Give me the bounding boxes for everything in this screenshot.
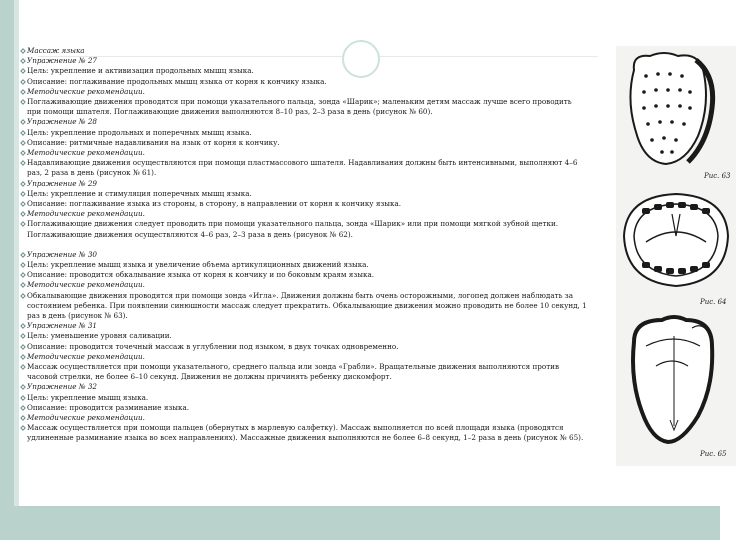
figure-caption: Рис. 63 xyxy=(704,172,731,180)
exercise-goal: Цель: уменьшение уровня саливации. xyxy=(27,331,587,341)
exercise-goal: Цель: укрепление мышц языка. xyxy=(27,393,587,403)
exercise-goal: Цель: укрепление мышц языка и увеличение объема артикуляционных движений языка. xyxy=(27,260,587,270)
figure-caption: Рис. 65 xyxy=(700,450,727,458)
figures-panel xyxy=(616,46,736,466)
exercise-title: Упражнение № 30 xyxy=(27,250,587,260)
bullet-icon xyxy=(20,89,26,95)
bullet-icon xyxy=(20,150,26,156)
exercise-goal: Цель: укрепление продольных и поперечных мышц языка. xyxy=(27,128,587,138)
method-text: Обкалывающие движения проводятся при помощи зонда «Игла». Движения должны быть очень осторожными, логопед должен наблюдать за состоянием ребенка. При появлении синюшности массаж следует прекратить. Обкалывающие движения можно проводить не более 10 секунд, 1 раз в день (рисунок № 63). xyxy=(27,291,587,322)
heading-massage: Массаж языка xyxy=(27,46,587,56)
bullet-icon xyxy=(20,395,26,401)
bullet-icon xyxy=(20,99,26,105)
method-heading: Методические рекомендации. xyxy=(27,148,587,158)
method-text: Поглаживающие движения проводятся при помощи указательного пальца, зонда «Шарик»; маленьким детям массаж лучше всего проводить при помощи шпателя. Поглаживающие движения выполняются 8–10 раз, 2–3 раза в день (рисунок № 60). xyxy=(27,97,587,117)
exercise-title: Упражнение № 28 xyxy=(27,117,587,127)
slide-content xyxy=(19,0,731,506)
bullet-icon xyxy=(20,181,26,187)
exercise-description: Описание: проводится обкалывание языка от корня к кончику и по боковым краям языка. xyxy=(27,270,587,280)
bullet-icon xyxy=(20,262,26,268)
exercise-description: Описание: поглаживание продольных мышц языка от корня к кончику языка. xyxy=(27,77,587,87)
exercise-description: Описание: ритмичные надавливания на язык от корня к кончику. xyxy=(27,138,587,148)
mouth-teeth-figure xyxy=(624,194,728,286)
figure-caption: Рис. 64 xyxy=(700,298,727,306)
exercise-goal: Цель: укрепление и стимуляция поперечных мышц языка. xyxy=(27,189,587,199)
method-heading: Методические рекомендации. xyxy=(27,413,587,423)
method-heading: Методические рекомендации. xyxy=(27,209,587,219)
text-body xyxy=(27,46,587,454)
method-text: Массаж осуществляется при помощи пальцев (обернутых в марлевую салфетку). Массаж выполняется по всей площади языка (проводятся удлиненные разминание языка во всех направлениях). Массажные движения выполняются не более 6–8 секунд, 1–2 раза в день (рисунок № 65). xyxy=(27,423,587,454)
bullet-icon xyxy=(20,201,26,207)
bullet-icon xyxy=(20,120,26,126)
bottom-frame-bar xyxy=(0,506,720,540)
bullet-icon xyxy=(20,354,26,360)
method-heading: Методические рекомендации. xyxy=(27,87,587,97)
bullet-icon xyxy=(20,334,26,340)
figures-illustration xyxy=(616,46,736,466)
bullet-icon xyxy=(20,344,26,350)
exercise-goal: Цель: укрепление и активизация продольных мышц языка. xyxy=(27,66,587,76)
method-heading: Методические рекомендации. xyxy=(27,352,587,362)
bullet-icon xyxy=(20,323,26,329)
bullet-icon xyxy=(20,140,26,146)
bullet-icon xyxy=(20,160,26,166)
bullet-icon xyxy=(20,385,26,391)
bullet-icon xyxy=(20,272,26,278)
exercise-description: Описание: поглаживание языка из стороны, в сторону, в направлении от корня к кончику языка. xyxy=(27,199,587,209)
bullet-icon xyxy=(20,130,26,136)
method-text: Массаж осуществляется при помощи указательного, среднего пальца или зонда «Грабли». Вращательные движения выполняются против часовой стрелки, не более 6–10 секунд. Движения не должны причинять ребенку дискомфорт. xyxy=(27,362,587,382)
bullet-icon xyxy=(20,48,26,54)
tongue-arrows-figure xyxy=(633,317,712,442)
bullet-icon xyxy=(20,211,26,217)
method-text: Надавливающие движения осуществляются при помощи пластмассового шпателя. Надавливания должны быть интенсивными, выполняют 4–6 раз, 2 раза в день (рисунок № 61). xyxy=(27,158,587,178)
bullet-icon xyxy=(20,222,26,228)
bullet-icon xyxy=(20,191,26,197)
bullet-icon xyxy=(20,79,26,85)
tongue-dots-figure xyxy=(630,53,712,164)
bullet-icon xyxy=(20,58,26,64)
method-text: Поглаживающие движения следует проводить при помощи указательного пальца, зонда «Шарик» или при помощи мягкой зубной щетки. Поглаживающие движения осуществляются 4–6 раз, 2–3 раза в день (рисунок № 62). xyxy=(27,219,587,239)
exercise-description: Описание: проводится точечный массаж в углублении под языком, в двух точках одновременно. xyxy=(27,342,587,352)
bullet-icon xyxy=(20,364,26,370)
bullet-icon xyxy=(20,69,26,75)
bullet-icon xyxy=(20,283,26,289)
method-heading: Методические рекомендации. xyxy=(27,280,587,290)
exercise-title: Упражнение № 29 xyxy=(27,179,587,189)
bullet-icon xyxy=(20,405,26,411)
exercise-title: Упражнение № 27 xyxy=(27,56,587,66)
exercise-description: Описание: проводится разминание языка. xyxy=(27,403,587,413)
bullet-icon xyxy=(20,252,26,258)
bullet-icon xyxy=(20,293,26,299)
exercise-title: Упражнение № 31 xyxy=(27,321,587,331)
left-frame-bar xyxy=(0,0,14,540)
bullet-icon xyxy=(20,415,26,421)
exercise-title: Упражнение № 32 xyxy=(27,382,587,392)
bullet-icon xyxy=(20,425,26,431)
